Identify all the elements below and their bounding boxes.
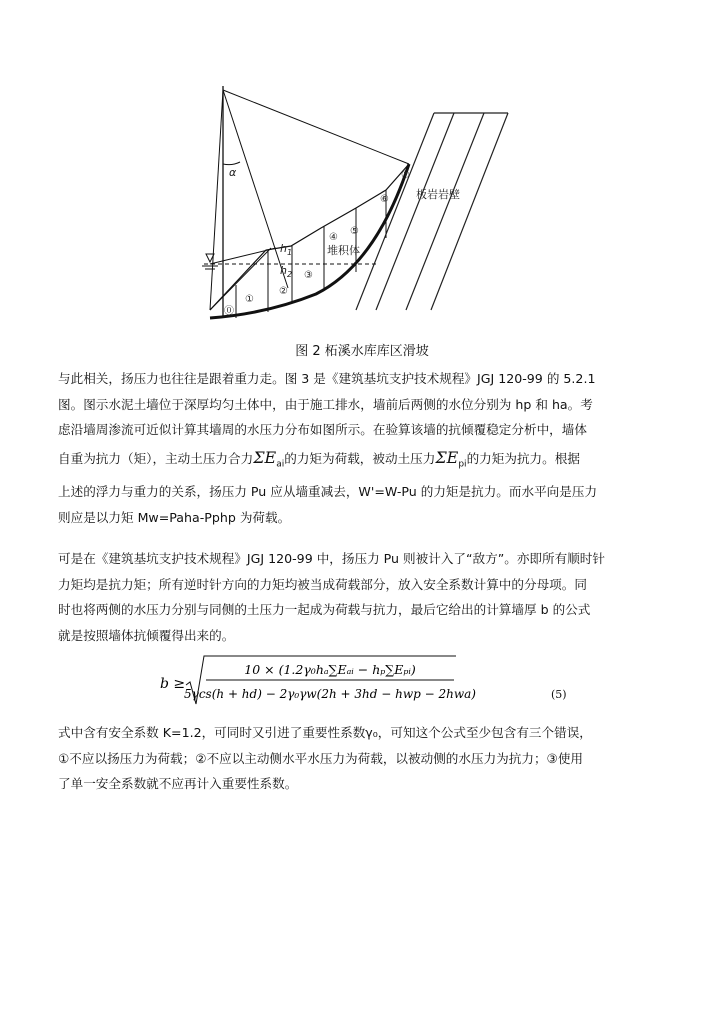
- paragraph-1: [58, 366, 668, 530]
- slope-geometry: [202, 86, 409, 318]
- slice-7-label: ⑦: [401, 170, 410, 181]
- slice-6-label: ⑥: [380, 194, 389, 205]
- h1-label: $h_1$: [280, 242, 293, 257]
- slice-4-label: ④: [329, 232, 338, 243]
- h2-label: $h_2$: [280, 264, 293, 279]
- alpha-label: α: [229, 166, 237, 179]
- paragraph-2-line-3: 时也将两侧的水压力分别与同侧的土压力一起成为荷载与抗力，最后它给出的计算墙厚 b 的公式: [58, 602, 591, 617]
- paragraph-2-line-1: 可是在《建筑基坑支护技术规程》JGJ 120-99 中，扬压力 Pu 则被计入了“敌方”。亦即所有顺时针: [58, 551, 605, 566]
- paragraph-2-line-2: 力矩均是抗力矩；所有逆时针方向的力矩均被当成荷载部分，放入安全系数计算中的分母项。同: [58, 576, 587, 592]
- paragraph-3-line-2: ①不应以扬压力为荷载；②不应以主动侧水平水压力为荷载，以被动侧的水压力为抗力；③使用: [58, 750, 584, 766]
- paragraph-1-line-3: 虑沿墙周渗流可近似计算其墙周的水压力分布如图所示。在验算该墙的抗倾覆稳定分析中，墙体: [58, 422, 587, 437]
- slice-3-label: ③: [304, 270, 313, 281]
- sum-active-symbol: ΣE: [253, 447, 277, 467]
- paragraph-1-line-5: 上述的浮力与重力的关系，扬压力 Pu 应从墙重减去，W'=W-Pu 的力矩是抗力。而水平向是压力: [58, 484, 598, 500]
- paragraph-1-line-2: 图。图示水泥土墙位于深厚均匀土体中，由于施工排水，墙前后两侧的水位分别为 hp 和 ha。考: [58, 396, 593, 412]
- figure-caption: 图 2 柘溪水库库区滑坡: [295, 344, 429, 359]
- landslide-figure: [196, 78, 526, 328]
- paragraph-3-line-1: 式中含有安全系数 K=1.2，可同时又引进了重要性系数γ₀，可知这个公式至少包含有三个错误，: [58, 725, 592, 740]
- equation-numerator: 10 × (1.2γ₀hₐ∑Eₐᵢ − hₚ∑Eₚᵢ): [244, 662, 416, 677]
- paragraph-2-line-4: 就是按照墙体抗倾覆得出来的。: [58, 627, 235, 643]
- paragraph-1-line-1: 与此相关，扬压力也往往是跟着重力走。图 3 是《建筑基坑支护技术规程》JGJ 120-99 的 5.2.1: [58, 371, 596, 386]
- paragraph-1-line-6: 则应是以力矩 Mw=Paha-Pphp 为荷载。: [58, 509, 291, 525]
- slice-0-label: ⓪: [224, 306, 234, 317]
- slice-2-label: ②: [279, 286, 288, 297]
- paragraph-3-line-3: 了单一安全系数就不应再计入重要性系数。: [58, 776, 298, 791]
- paragraph-1-line-4: 自重为抗力（矩），主动土压力合力$\Sigma E_{ai}$的力矩为荷载，被动土压力$\Sigma E_{pi}$的力矩为抗力。根据: [58, 447, 580, 470]
- equation-denominator: 5γcs(h + hd) − 2γ₀γw(2h + 3hd − hwp − 2hwa): [184, 687, 476, 701]
- slice-1-label: ①: [245, 294, 254, 305]
- sum-passive-symbol: ΣE: [435, 447, 459, 467]
- equation-lhs: b ≥: [160, 676, 186, 692]
- equation-5: [156, 652, 576, 712]
- equation-number: (5): [551, 688, 567, 701]
- rock-wall-lines: [356, 113, 508, 310]
- paragraph-2: [58, 546, 668, 648]
- slice-5-label: ⑤: [350, 226, 359, 237]
- deposit-label: 堆积体: [327, 244, 360, 257]
- landslide-diagram: [196, 78, 526, 328]
- rock-wall-label: 板岩岩壁: [416, 188, 460, 201]
- paragraph-3: [58, 720, 668, 797]
